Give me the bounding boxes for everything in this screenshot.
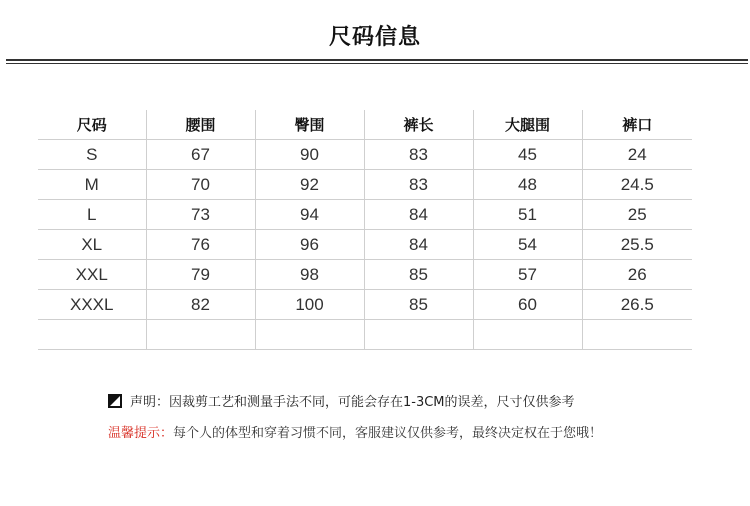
cell-empty bbox=[146, 320, 255, 350]
table-row bbox=[38, 290, 692, 320]
header-waist: 腰围 bbox=[146, 110, 255, 140]
table-row bbox=[38, 140, 692, 170]
cell-hip: 96 bbox=[255, 230, 364, 260]
cell-size: M bbox=[38, 170, 146, 200]
cell-waist: 67 bbox=[146, 140, 255, 170]
cell-thigh: 60 bbox=[473, 290, 582, 320]
cell-empty bbox=[255, 320, 364, 350]
cell-size: XXL bbox=[38, 260, 146, 290]
header-length: 裤长 bbox=[364, 110, 473, 140]
table-header-row bbox=[38, 110, 692, 140]
disclaimer bbox=[108, 393, 575, 413]
table-row bbox=[38, 170, 692, 200]
cell-hem: 24 bbox=[582, 140, 692, 170]
cell-hip: 100 bbox=[255, 290, 364, 320]
cell-empty bbox=[364, 320, 473, 350]
cell-length: 85 bbox=[364, 290, 473, 320]
warm-tip bbox=[108, 424, 602, 444]
cell-hip: 94 bbox=[255, 200, 364, 230]
cell-length: 83 bbox=[364, 140, 473, 170]
cell-hem: 24.5 bbox=[582, 170, 692, 200]
cell-waist: 82 bbox=[146, 290, 255, 320]
header-size: 尺码 bbox=[38, 110, 146, 140]
cell-thigh: 45 bbox=[473, 140, 582, 170]
cell-waist: 76 bbox=[146, 230, 255, 260]
title-divider-thick bbox=[6, 59, 748, 61]
cell-length: 85 bbox=[364, 260, 473, 290]
cell-waist: 73 bbox=[146, 200, 255, 230]
warm-tip-text: 每个人的体型和穿着习惯不同，客服建议仅供参考，最终决定权在于您哦！ bbox=[173, 426, 603, 441]
title-divider-thin bbox=[6, 63, 748, 64]
cell-empty bbox=[38, 320, 146, 350]
header-hem: 裤口 bbox=[582, 110, 692, 140]
page-title: 尺码信息 bbox=[328, 25, 421, 50]
cell-length: 84 bbox=[364, 200, 473, 230]
cell-hem: 25.5 bbox=[582, 230, 692, 260]
table-row bbox=[38, 200, 692, 230]
cell-length: 84 bbox=[364, 230, 473, 260]
cell-thigh: 48 bbox=[473, 170, 582, 200]
cell-waist: 79 bbox=[146, 260, 255, 290]
cell-thigh: 54 bbox=[473, 230, 582, 260]
cell-length: 83 bbox=[364, 170, 473, 200]
cell-size: S bbox=[38, 140, 146, 170]
cell-empty bbox=[582, 320, 692, 350]
cell-size: XXXL bbox=[38, 290, 146, 320]
table-row bbox=[38, 260, 692, 290]
cell-hip: 92 bbox=[255, 170, 364, 200]
cell-size: L bbox=[38, 200, 146, 230]
cell-thigh: 57 bbox=[473, 260, 582, 290]
warm-tip-label: 温馨提示： bbox=[108, 426, 174, 441]
cell-hem: 26 bbox=[582, 260, 692, 290]
disclaimer-text: 声明：因裁剪工艺和测量手法不同，可能会存在1-3CM的误差，尺寸仅供参考 bbox=[130, 395, 575, 410]
table-row-empty bbox=[38, 320, 692, 350]
cell-hip: 98 bbox=[255, 260, 364, 290]
notice-square-icon bbox=[108, 394, 122, 408]
header-hip: 臀围 bbox=[255, 110, 364, 140]
cell-hip: 90 bbox=[255, 140, 364, 170]
cell-waist: 70 bbox=[146, 170, 255, 200]
header-thigh: 大腿围 bbox=[473, 110, 582, 140]
cell-thigh: 51 bbox=[473, 200, 582, 230]
cell-hem: 25 bbox=[582, 200, 692, 230]
cell-size: XL bbox=[38, 230, 146, 260]
size-table bbox=[38, 110, 692, 350]
table-row bbox=[38, 230, 692, 260]
cell-empty bbox=[473, 320, 582, 350]
cell-hem: 26.5 bbox=[582, 290, 692, 320]
